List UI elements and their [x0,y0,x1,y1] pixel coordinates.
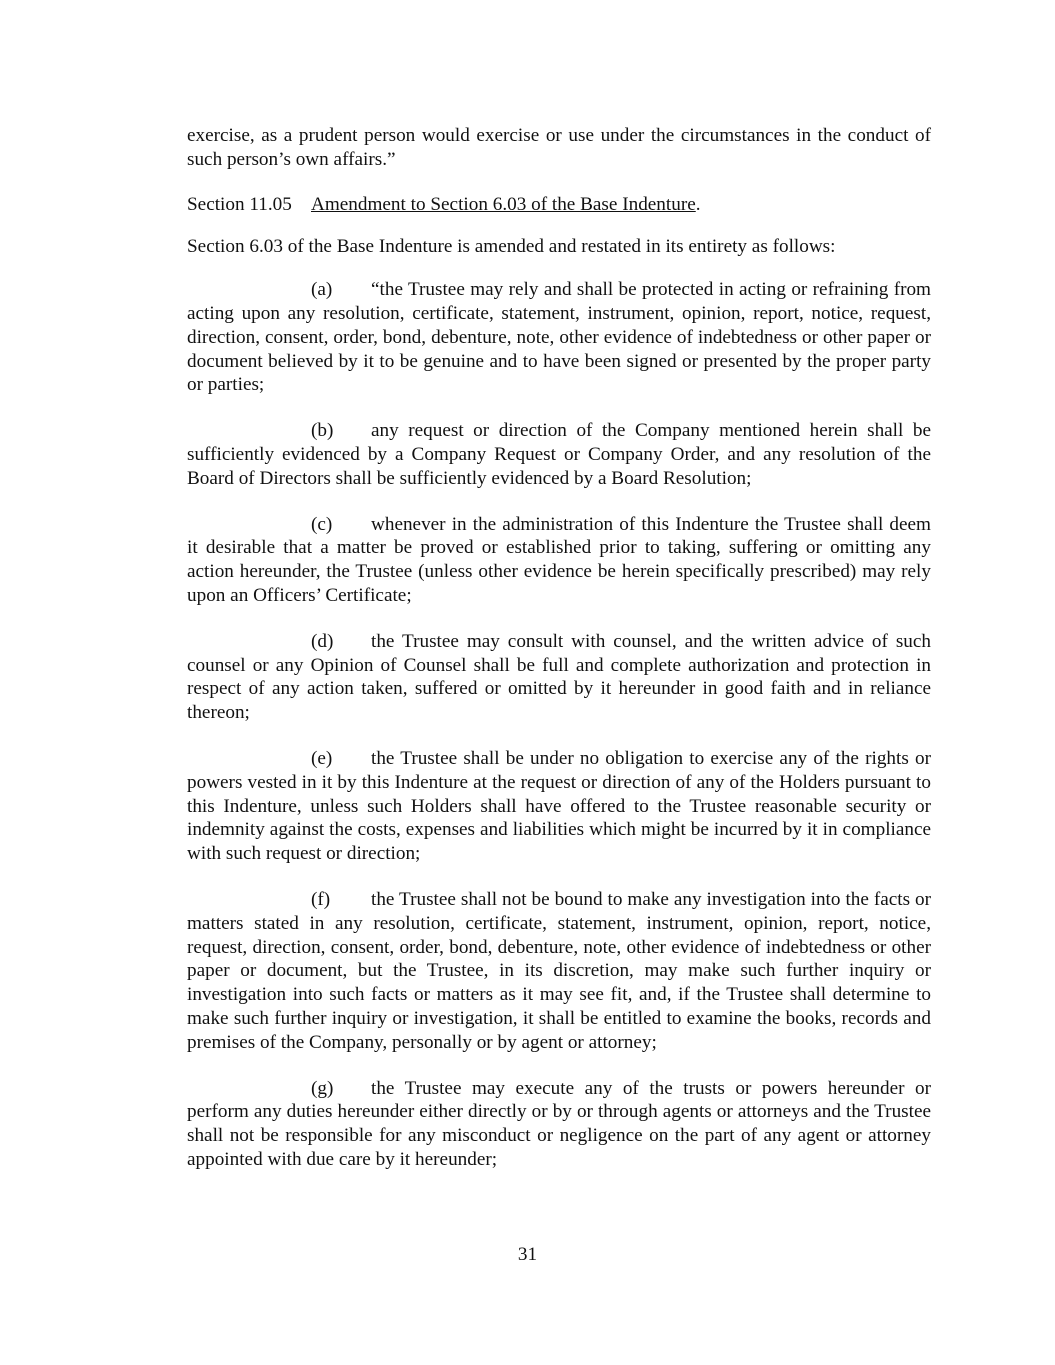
clause-marker: (c) [311,513,333,535]
clause-e [187,747,931,866]
clause-marker: (b) [311,420,334,442]
clause-g [187,1077,931,1172]
clause-text: any request or direction of the Company mentioned herein shall be sufficiently evidenced by a Company Request or Company Order, and any resolution of the Board of Directors shall be sufficiently evidenced by a Board Resolution; [187,420,931,489]
clause-text: “the Trustee may rely and shall be protected in acting or refraining from acting upon any resolution, certificate, statement, instrument, opinion, report, notice, request, direction, consent, order, bond, debenture, note, other evidence of indebtedness or other paper or document believed by it to be genuine and to have been signed or presented by the proper party or parties; [187,279,931,396]
document-page [187,124,931,1194]
clause-text: whenever in the administration of this Indenture the Trustee shall deem it desirable that a matter be proved or established prior to taking, suffering or omitting any action hereunder, the Trustee (unless other evidence be herein specifically prescribed) may rely upon an Officers’ Certificate; [187,513,931,606]
clause-marker: (e) [311,747,333,769]
section-number: Section 11.05 [187,193,292,215]
intro-paragraph: Section 6.03 of the Base Indenture is amended and restated in its entirety as follows: [187,236,836,258]
clause-c [187,513,931,608]
clause-b [187,419,931,490]
clause-a [187,278,931,397]
page-number: 31 [517,1244,538,1265]
clause-d [187,630,931,725]
clause-text: the Trustee may execute any of the trusts or powers hereunder or perform any duties hereunder either directly or by or through agents or attorneys and the Trustee shall not be responsible for any misconduct or negligence on the part of any agent or attorney appointed with due care by it hereunder; [187,1077,931,1170]
section-title: Amendment to Section 6.03 of the Base Indenture [311,193,696,215]
clause-marker: (a) [311,279,333,301]
clause-marker: (d) [311,630,334,652]
section-heading [187,193,931,217]
clause-text: the Trustee shall be under no obligation to exercise any of the rights or powers vested in it by this Indenture at the request or direction of any of the Holders pursuant to this Indenture, unless such Holders shall have offered to the Trustee reasonable security or indemnity against the costs, expenses and liabilities which might be incurred by it in compliance with such request or direction; [187,747,931,865]
clause-text: the Trustee may consult with counsel, and the written advice of such counsel or any Opinion of Counsel shall be full and complete authorization and protection in respect of any action taken, suffered or omitted by it hereunder in good faith and in reliance thereon; [187,630,931,724]
section-title-period: . [695,193,701,215]
clause-marker: (g) [311,1077,334,1099]
clause-f [187,888,931,1055]
clause-marker: (f) [311,888,331,910]
continuation-paragraph: exercise, as a prudent person would exercise or use under the circumstances in the conduct of such person’s own affairs.” [187,125,931,170]
clause-text: the Trustee shall not be bound to make any investigation into the facts or matters stated in any resolution, certificate, statement, instrument, opinion, report, notice, request, direction, consent, order, bond, debenture, note, other evidence of indebtedness or other paper or document, but the Trustee, in its discretion, may make such further inquiry or investigation into such facts or matters as it may see fit, and, if the Trustee shall determine to make such further inquiry or investigation, it shall be entitled to examine the books, records and premises of the Company, personally or by agent or attorney; [187,888,931,1053]
